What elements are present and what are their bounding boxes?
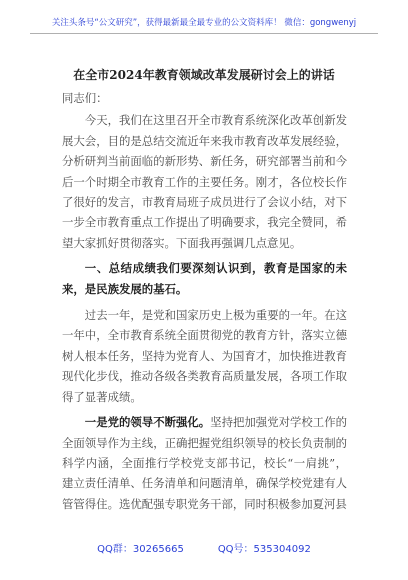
header-divider [30,33,378,34]
document-title: 在全市2024年教育领域改革发展研讨会上的讲话 [73,68,335,82]
paragraph-1: 今天，我们在这里召开全市教育系统深化改革创新发展大会，目的是总结交流近年来我市教育改革发展经验，分析研判当前面临的新形势、新任务，研究部署当前和今后一个时期全市教育工作的主要任务。刚才，各位校长作了很好的发言，市教育局班子成员进行了会议小结，对下一步全市教育重点工作提出了明确要求，我完全赞同，希望大家抓好贯彻落实。下面我再强调几点意见。 [62,113,347,250]
paragraph-3-lead: 一是党的领导不断强化。 [84,415,211,430]
paragraph-3-text: 坚持把加强党对学校工作的全面领导作为主线，正确把握党组织领导的校长负责制的科学内涵，全面推行学校党支部书记，校长“一肩挑”，建立责任清单、任务清单和问题清单，确保学校党建有人管管得住。选优配强专职党务干部，同时积极参加夏河县 [62,415,347,511]
salutation: 同志们： [62,91,108,105]
promo-banner: 关注头条号“公文研究”，获得最新最全最专业的公文资料库！ 微信：gongwenyj [51,18,357,28]
paragraph-2: 过去一年，是党和国家历史上极为重要的一年。在这一年中，全市教育系统全面贯彻党的教育方针，落实立德树人根本任务，坚持为党育人、为国育才，加快推进教育现代化步伐，推动各级各类教育高质量发展，各项工作取得了显著成绩。 [62,308,347,404]
section-heading-1: 一、总结成绩我们要深刻认识到，教育是国家的未来，是民族发展的基石。 [62,261,347,296]
footer-contact [0,540,408,555]
footer-qq-number: QQ号：535304092 [217,544,311,555]
footer-qq-group: QQ群：30265665 [97,544,184,555]
paragraph-3 [62,412,347,514]
document-body [62,88,347,519]
